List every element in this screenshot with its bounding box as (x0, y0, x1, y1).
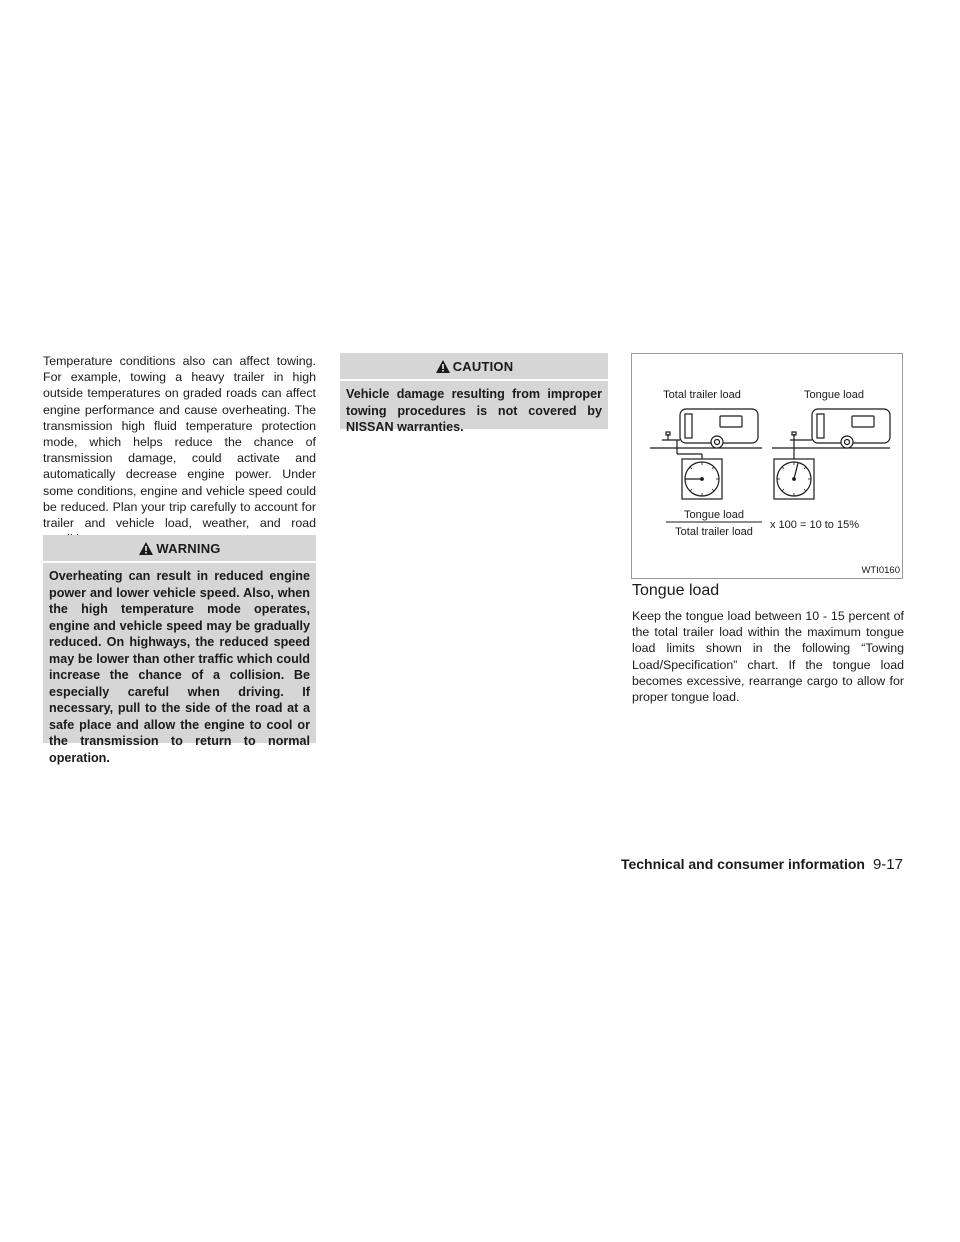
trailer-right (790, 409, 890, 448)
warning-box (43, 535, 316, 765)
page-footer (621, 856, 903, 873)
scale-left (677, 440, 722, 499)
warning-header (43, 535, 316, 563)
caution-title: CAUTION (452, 358, 514, 374)
caution-box (340, 353, 608, 434)
label-tongue-load: Tongue load (804, 389, 864, 401)
tongue-load-figure (631, 353, 903, 579)
page-number: 9-17 (872, 856, 903, 873)
footer-section-title: Technical and consumer information (620, 856, 865, 872)
caution-header (340, 353, 608, 381)
tongue-load-heading: Tongue load (632, 582, 720, 599)
scale-right (774, 440, 814, 499)
formula-result: x 100 = 10 to 15% (770, 519, 859, 531)
trailer-diagram (632, 354, 902, 578)
tongue-load-text: Keep the tongue load between 10 - 15 percent of the total trailer load within the maximum tongue load limits shown in the following “Towing Load/Specification” chart. If the tongue load becomes excessive, rearrange cargo to allow for proper tongue load. (632, 609, 904, 705)
intro-paragraph: Temperature conditions also can affect towing. For example, towing a heavy trailer in high outside temperatures on graded roads can affect engine performance and cause overheating. The transmission high fluid temperature protection mode, which helps reduce the chance of transmission damage, could activate and automatically decrease engine power. Under some conditions, engine and vehicle speed could be reduced. Plan your trip carefully to account for trailer and vehicle load, weather, and road (43, 354, 316, 531)
label-total-trailer-load: Total trailer load (663, 389, 741, 401)
warning-title: WARNING (156, 540, 221, 556)
figure-code: WTI0160 (861, 565, 900, 576)
caution-text: Vehicle damage resulting from improper towing procedures is not covered by NISSAN warranties. (346, 387, 602, 434)
warning-text: Overheating can result in reduced engine power and lower vehicle speed. Also, when the high temperature mode operates, engine and vehicle speed may be gradually reduced. On highways, the reduced speed may be lower than other traffic which could increase the chance of a collision. Be especially careful when driving. If necessary, pull to the side of the road at a safe place and allow the engine to cool or the transmission to return to normal operation. (49, 569, 310, 765)
fraction-numerator: Tongue load (684, 509, 744, 521)
warning-triangle-icon (138, 541, 154, 556)
caution-triangle-icon (435, 359, 451, 374)
fraction-denominator: Total trailer load (675, 526, 753, 538)
